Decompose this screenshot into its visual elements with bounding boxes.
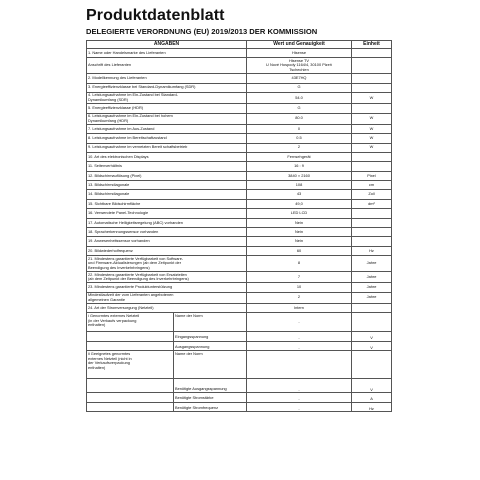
- psu-sub-label: Benötigte Stromfrequenz: [173, 403, 246, 412]
- row-value: [247, 58, 352, 74]
- row-label-line: 22. Mindestens garantierte Verfügbarkeit von Ersatzteilen: [88, 271, 187, 277]
- table-row: [87, 92, 392, 103]
- table-row: [87, 143, 392, 152]
- psu-unit: V: [352, 332, 392, 342]
- row-value-line: U Nové Hospody 1164/4, 30100 Plzeň: [266, 62, 332, 68]
- row-unit: Pixel: [352, 171, 392, 180]
- psu-group-label-line: enthalten): [88, 364, 106, 370]
- row-label-line: Dynamikumfang (SDR): [88, 97, 128, 103]
- row-unit: Jahre: [352, 256, 392, 272]
- row-value: 3840 × 2160: [247, 171, 352, 180]
- row-label-line: 4. Leistungsaufnahme im Ein-Zustand bei Standard-: [88, 92, 178, 98]
- row-value: 54.0: [247, 92, 352, 103]
- table-row: [87, 228, 392, 237]
- row-label: 5. Energieeffizienzklasse (HDR): [87, 104, 247, 113]
- psu-value: -: [247, 379, 352, 393]
- row-label-line: und Firmware-Aktualisierungen (ab dem Zeitpunkt der: [88, 260, 181, 266]
- row-label: [87, 113, 247, 124]
- row-value: 7: [247, 272, 352, 283]
- row-label: [87, 92, 247, 103]
- psu-group-label-line: i Genormtes externes Netzteil: [88, 313, 140, 319]
- row-unit: W: [352, 143, 392, 152]
- psu-sub-label: Name der Norm: [173, 351, 246, 378]
- psu-group-label: [87, 351, 173, 378]
- row-label-line: 6. Leistungsaufnahme im Ein-Zustand bei hohem: [88, 113, 173, 119]
- page-title: Produktdatenblatt: [86, 7, 225, 24]
- table-row: [87, 181, 392, 190]
- psu-value: -: [247, 332, 352, 342]
- psu-group-label: [87, 313, 173, 331]
- psu-value: -: [247, 393, 352, 403]
- psu-group-label: [87, 332, 173, 341]
- psu-sub-label: Benötigte Stromstärke: [173, 393, 246, 402]
- row-label: 16. Verwendete Panel-Technologie: [87, 209, 247, 218]
- row-label: 1. Name oder Handelsmarke des Lieferanten: [87, 49, 247, 58]
- table-row: [87, 104, 392, 113]
- psu-sub-label: Ausgangsspannung: [173, 342, 246, 351]
- row-label: 24. Art der Stromversorgung (Netzteil): [87, 303, 247, 312]
- psu-label-cell: [87, 341, 247, 351]
- row-label: 20. Bildwiederholfrequenz: [87, 246, 247, 255]
- row-value: 108: [247, 181, 352, 190]
- row-value-line: Tschechien: [289, 67, 309, 73]
- row-value: Hisense: [247, 49, 352, 58]
- table-row: [87, 246, 392, 255]
- psu-label-cell: [87, 332, 247, 342]
- column-header-angaben: ANGABEN: [87, 41, 247, 49]
- row-unit: Zoll: [352, 190, 392, 199]
- psu-row: [87, 351, 392, 379]
- row-unit: Jahre: [352, 272, 392, 283]
- table-row: [87, 218, 392, 227]
- column-header-wert: Wert und Genauigkeit: [247, 41, 352, 49]
- row-label: [87, 256, 247, 272]
- row-label: 23. Mindestens garantierte Produktunterstützung: [87, 283, 247, 292]
- table-row: [87, 152, 392, 161]
- row-label: 18. Spracherkennungssensor vorhanden: [87, 228, 247, 237]
- row-label: [87, 272, 247, 283]
- row-value: G: [247, 83, 352, 92]
- row-value: 60: [247, 246, 352, 255]
- row-label: 8. Leistungsaufnahme im Bereitschaftzustand: [87, 134, 247, 143]
- psu-group-label: [87, 403, 173, 412]
- psu-row: [87, 341, 392, 351]
- psu-value: [247, 351, 352, 379]
- psu-group-label-line: enthalten): [88, 322, 106, 328]
- table-row: [87, 256, 392, 272]
- row-label: 3. Energieeffizienzklasse bei Standard-Dynamikumfang (SDR): [87, 83, 247, 92]
- psu-unit: [352, 313, 392, 332]
- row-value: 2: [247, 143, 352, 152]
- row-value: 43: [247, 190, 352, 199]
- psu-row: [87, 332, 392, 342]
- row-unit: [352, 74, 392, 83]
- row-unit: [352, 162, 392, 171]
- psu-value: -: [247, 313, 352, 332]
- row-label: 14. Bildschirmdiagonale: [87, 190, 247, 199]
- psu-unit: V: [352, 379, 392, 393]
- table-header-row: [87, 41, 392, 49]
- psu-row: [87, 393, 392, 403]
- row-label: 11. Seitenverhältnis: [87, 162, 247, 171]
- psu-label-cell: [87, 402, 247, 412]
- row-unit: W: [352, 113, 392, 124]
- table-row: [87, 199, 392, 208]
- table-row: [87, 134, 392, 143]
- row-value: LED LCD: [247, 209, 352, 218]
- row-value: Nein: [247, 228, 352, 237]
- row-label: 2. Modellkennung des Lieferanten: [87, 74, 247, 83]
- row-label: 19. Anwesenheitssensor vorhanden: [87, 237, 247, 246]
- table-row: [87, 272, 392, 283]
- row-label-line: allgemeinen Garantie: [88, 296, 125, 302]
- row-label: 10. Art des elektronischen Displays: [87, 152, 247, 161]
- psu-label-cell: [87, 351, 247, 379]
- product-data-sheet: [86, 6, 391, 474]
- psu-row: [87, 313, 392, 332]
- table-row: [87, 74, 392, 83]
- table-row: [87, 49, 392, 58]
- row-value: 80.0: [247, 113, 352, 124]
- row-unit: W: [352, 92, 392, 103]
- psu-label-cell: [87, 379, 247, 393]
- psu-row: [87, 402, 392, 412]
- psu-unit: Hz: [352, 402, 392, 412]
- psu-group-label-line: ii Geeignetes genormtes: [88, 351, 131, 357]
- row-value: 8: [247, 256, 352, 272]
- table-row: [87, 209, 392, 218]
- psu-row: [87, 379, 392, 393]
- psu-group-label: [87, 393, 173, 402]
- specs-table: [86, 40, 392, 412]
- table-row: [87, 162, 392, 171]
- page-subtitle: DELEGIERTE VERORDNUNG (EU) 2019/2013 DER KOMMISSION: [86, 27, 318, 36]
- row-label: Anschrift des Lieferanten: [87, 58, 247, 74]
- row-unit: Jahre: [352, 283, 392, 292]
- table-row: [87, 171, 392, 180]
- psu-label-cell: [87, 313, 247, 332]
- psu-label-cell: [87, 393, 247, 403]
- row-unit: [352, 209, 392, 218]
- psu-group-label: [87, 342, 173, 351]
- table-row: [87, 124, 392, 133]
- row-unit: [352, 218, 392, 227]
- row-value: Nein: [247, 218, 352, 227]
- row-value: G: [247, 104, 352, 113]
- row-unit: [352, 83, 392, 92]
- row-value: 49,0: [247, 199, 352, 208]
- row-unit: dm²: [352, 199, 392, 208]
- row-value: 0.5: [247, 134, 352, 143]
- row-unit: W: [352, 134, 392, 143]
- row-value: 2: [247, 292, 352, 303]
- psu-unit: [352, 351, 392, 379]
- row-label: 15. Sichtbare Bildschirmfläche: [87, 199, 247, 208]
- row-value: 10: [247, 283, 352, 292]
- row-value: Nein: [247, 237, 352, 246]
- row-value: 0: [247, 124, 352, 133]
- row-label-line: Mindestlaufzeit der vom Lieferanten angebotenen: [88, 292, 174, 298]
- row-label: 9. Leistungsaufnahme im vernetzten Bereit schaftsbetrieb: [87, 143, 247, 152]
- psu-group-label: [87, 379, 173, 392]
- row-value-line: Hisense TV: [288, 57, 310, 63]
- psu-value: -: [247, 341, 352, 351]
- table-row: [87, 190, 392, 199]
- table-row: [87, 283, 392, 292]
- psu-unit: V: [352, 341, 392, 351]
- row-value: 16 : 9: [247, 162, 352, 171]
- psu-group-label-line: der Verkaufsverpackung: [88, 360, 130, 366]
- table-row: [87, 292, 392, 303]
- psu-group-label-line: externes Netzteil (nicht in: [88, 355, 132, 361]
- row-unit: [352, 58, 392, 74]
- row-unit: [352, 152, 392, 161]
- psu-sub-label: Eingangsspannung: [173, 332, 246, 341]
- row-label: [87, 292, 247, 303]
- row-unit: [352, 228, 392, 237]
- row-label: 12. Bildschirmauflösung (Pixel): [87, 171, 247, 180]
- row-label-line: (ab dem Zeitpunkt der Beendigung des Inverkehrbringens): [88, 276, 189, 282]
- psu-group-label-line: (in der Verkaufs verpackung: [88, 317, 137, 323]
- row-label: 7. Leistungsaufnahme im Aus-Zustand: [87, 124, 247, 133]
- table-row: [87, 237, 392, 246]
- row-unit: W: [352, 124, 392, 133]
- psu-sub-label: Benötigte Ausgangsspannung: [173, 379, 246, 392]
- row-unit: Hz: [352, 246, 392, 255]
- row-unit: [352, 104, 392, 113]
- psu-sub-label: Name der Norm: [173, 313, 246, 331]
- row-label-line: Beendigung des Inverkehrbringens): [88, 264, 150, 270]
- table-row: [87, 83, 392, 92]
- row-unit: [352, 237, 392, 246]
- table-row: [87, 303, 392, 312]
- row-value: 43E7HQ: [247, 74, 352, 83]
- column-header-einheit: Einheit: [352, 41, 392, 49]
- row-unit: [352, 303, 392, 312]
- row-label: 13. Bildschirmdiagonale: [87, 181, 247, 190]
- row-label-line: 21. Mindestens garantierte Verfügbarkeit von Software-: [88, 255, 184, 261]
- row-value: Fernsehgerät: [247, 152, 352, 161]
- table-row: [87, 113, 392, 124]
- row-value: Intern: [247, 303, 352, 312]
- row-unit: cm: [352, 181, 392, 190]
- table-row: [87, 58, 392, 74]
- row-unit: [352, 49, 392, 58]
- row-unit: Jahre: [352, 292, 392, 303]
- row-label: 17. Automatische Helligkeitsregelung (ABC) vorhanden: [87, 218, 247, 227]
- psu-value: -: [247, 402, 352, 412]
- psu-unit: A: [352, 393, 392, 403]
- row-label-line: Dynamikumfang (HDR): [88, 117, 129, 123]
